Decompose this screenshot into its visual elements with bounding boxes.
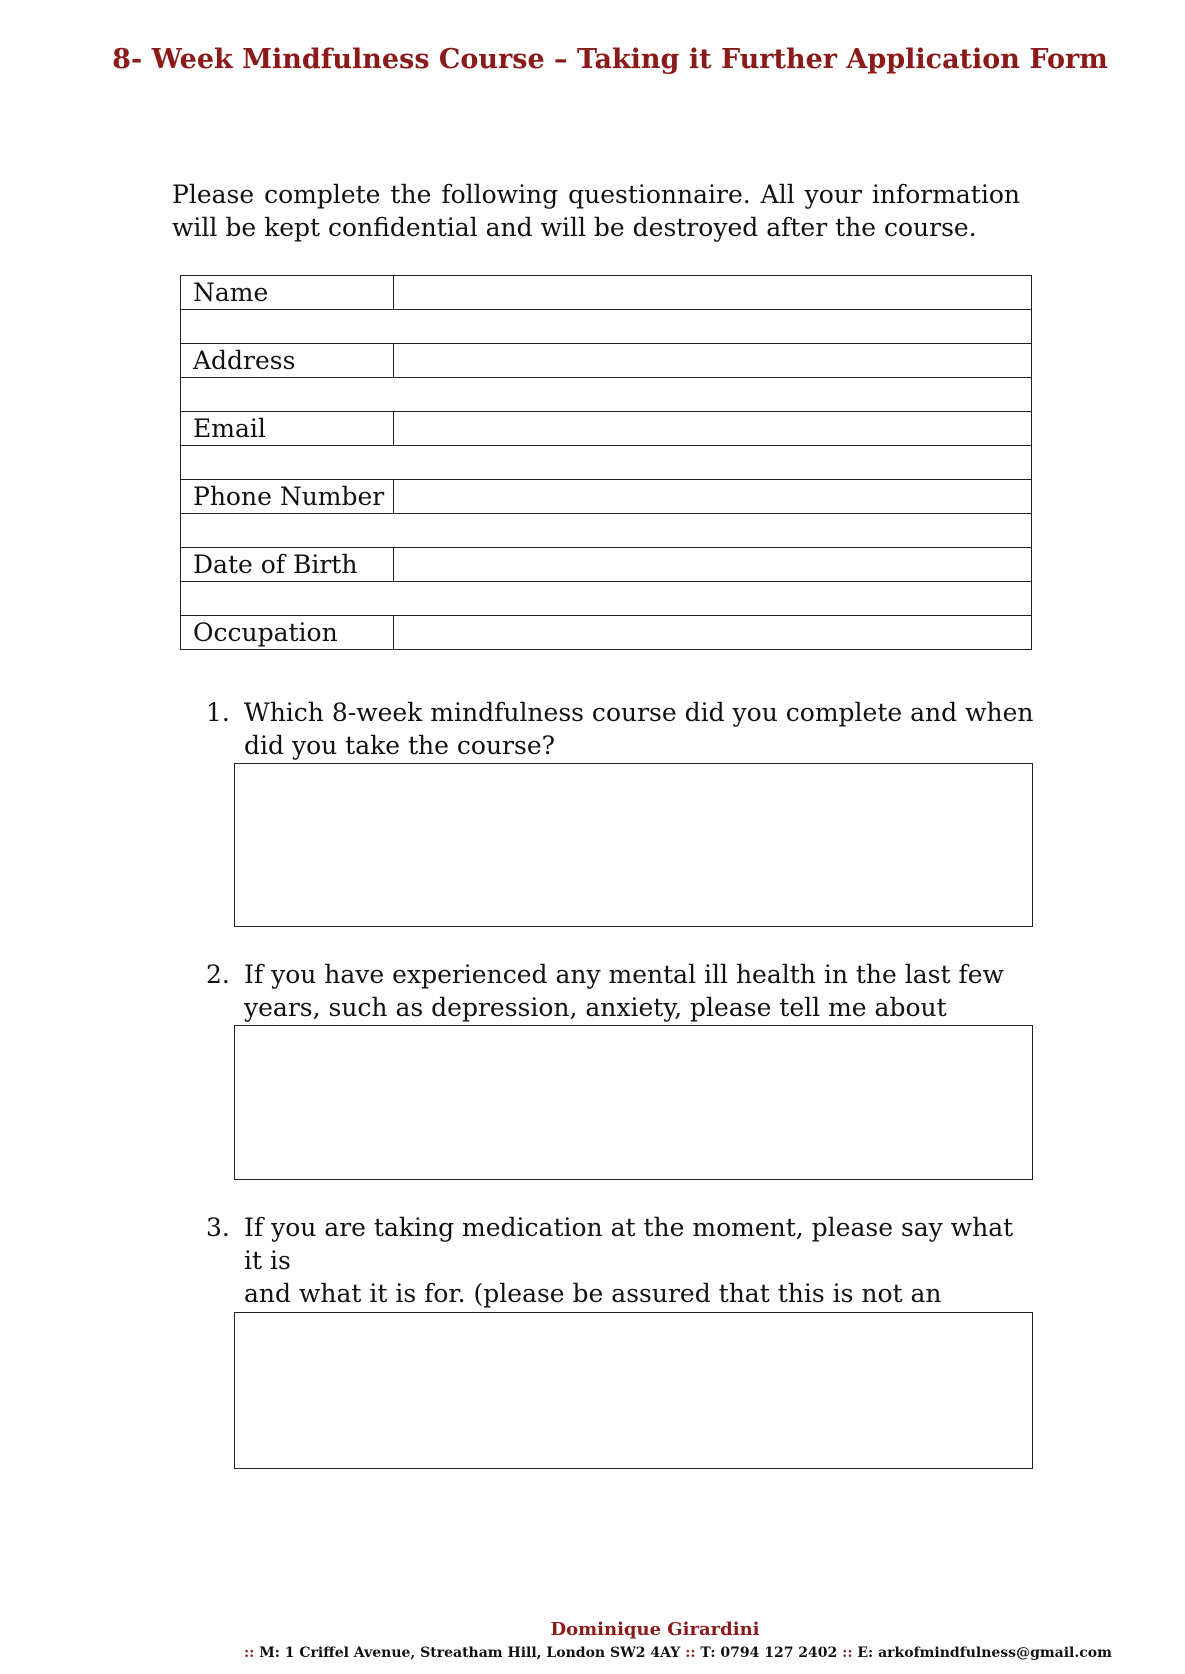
question-number: 3. <box>206 1213 230 1242</box>
question-line: If you have experienced any mental ill health in the last few <box>244 960 1004 989</box>
occupation-field[interactable] <box>394 616 1032 650</box>
email-label: Email <box>181 412 394 446</box>
footer-separator: :: <box>244 1645 255 1661</box>
spacer-cell <box>181 582 1032 616</box>
spacer-cell <box>181 446 1032 480</box>
question-2-answer-box[interactable] <box>234 1025 1033 1180</box>
address-label: Address <box>181 344 394 378</box>
table-row <box>181 344 1032 378</box>
question-1 <box>206 696 1036 762</box>
dob-field[interactable] <box>394 548 1032 582</box>
address-field[interactable] <box>394 344 1032 378</box>
phone-label: Phone Number <box>181 480 394 514</box>
footer-address: M: 1 Criffel Avenue, Streatham Hill, London SW2 4AY <box>259 1645 681 1661</box>
question-line: Which 8-week mindfulness course did you complete and when <box>244 698 1034 727</box>
footer-separator: :: <box>685 1645 696 1661</box>
intro-line: will be kept confidential and will be destroyed after the course. <box>172 213 977 242</box>
dob-label: Date of Birth <box>181 548 394 582</box>
question-line: years, such as depression, anxiety, please tell me about <box>244 993 947 1022</box>
question-1-answer-box[interactable] <box>234 763 1033 927</box>
question-line: did you take the course? <box>244 731 556 760</box>
email-field[interactable] <box>394 412 1032 446</box>
question-line: and what it is for. (please be assured that this is not an <box>244 1279 942 1308</box>
page-title: 8- Week Mindfulness Course – Taking it Further Application Form <box>112 44 1108 75</box>
table-row-spacer <box>181 310 1032 344</box>
intro-line: Please complete the following questionnaire. All your information <box>172 180 1020 209</box>
question-text <box>244 696 1036 762</box>
spacer-cell <box>181 310 1032 344</box>
footer-email: E: arkofmindfulness@gmail.com <box>857 1645 1112 1661</box>
name-field[interactable] <box>394 276 1032 310</box>
footer-phone: T: 0794 127 2402 <box>700 1645 838 1661</box>
spacer-cell <box>181 514 1032 548</box>
occupation-label: Occupation <box>181 616 394 650</box>
name-label: Name <box>181 276 394 310</box>
spacer-cell <box>181 378 1032 412</box>
question-number: 1. <box>206 698 230 727</box>
question-line: If you are taking medication at the moment, please say what it is <box>244 1213 1014 1275</box>
intro-text <box>172 178 1032 244</box>
table-row <box>181 412 1032 446</box>
footer-name: Dominique Girardini <box>550 1619 760 1640</box>
table-row-spacer <box>181 446 1032 480</box>
table-row-spacer <box>181 582 1032 616</box>
table-row-spacer <box>181 378 1032 412</box>
footer-separator: :: <box>842 1645 853 1661</box>
question-3-answer-box[interactable] <box>234 1312 1033 1469</box>
table-row <box>181 548 1032 582</box>
table-row <box>181 276 1032 310</box>
phone-field[interactable] <box>394 480 1032 514</box>
question-number: 2. <box>206 960 230 989</box>
table-row <box>181 616 1032 650</box>
footer-contact <box>244 1645 1112 1661</box>
table-row-spacer <box>181 514 1032 548</box>
table-row <box>181 480 1032 514</box>
personal-details-table <box>180 275 1032 650</box>
